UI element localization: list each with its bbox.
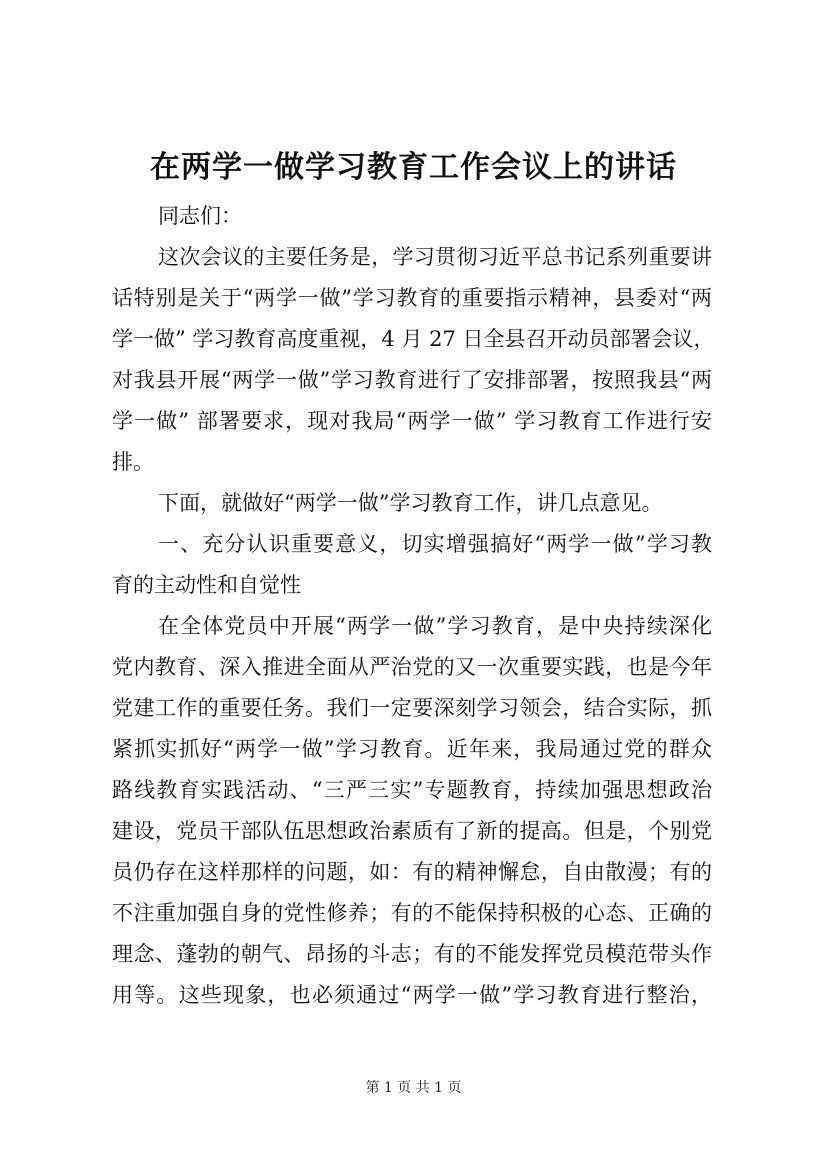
text-line: 话特别是关于“两学一做”学习教育的重要指示精神，县委对“两 [112,286,712,310]
text-line: 学一做” 部署要求，现对我局“两学一做” 学习教育工作进行安 [112,409,712,433]
text-line: 用等。这些现象，也必须通过“两学一做”学习教育进行整治， [112,983,712,1007]
text-line: 党建工作的重要任务。我们一定要深刻学习领会，结合实际，抓 [112,696,712,720]
text-line: 在全体党员中开展“两学一做”学习教育，是中央持续深化 [158,614,712,638]
text-line: 学一做” 学习教育高度重视，4 月 27 日全县召开动员部署会议， [112,327,715,351]
text-line: 育的主动性和自觉性 [112,573,301,597]
text-line: 一、充分认识重要意义，切实增强搞好“两学一做”学习教 [158,532,712,556]
document-body [112,196,715,1016]
text-line: 员仍存在这样那样的问题，如：有的精神懈怠，自由散漫；有的 [112,860,712,884]
text-line: 建设，党员干部队伍思想政治素质有了新的提高。但是，个别党 [112,819,712,843]
text-line: 紧抓实抓好“两学一做”学习教育。近年来，我局通过党的群众 [112,737,712,761]
text-line: 理念、蓬勃的朝气、昂扬的斗志；有的不能发挥党员模范带头作 [112,942,712,966]
text-line: 对我县开展“两学一做”学习教育进行了安排部署，按照我县“两 [112,368,712,392]
text-line: 排。 [112,450,154,474]
text-line: 路线教育实践活动、“三严三实”专题教育，持续加强思想政治 [112,778,712,802]
text-line: 党内教育、深入推进全面从严治党的又一次重要实践，也是今年 [112,655,712,679]
text-line: 同志们： [158,204,242,228]
page-footer: 第 1 页 共 1 页 [365,1080,462,1096]
text-line: 这次会议的主要任务是，学习贯彻习近平总书记系列重要讲 [158,245,712,269]
document-title: 在两学一做学习教育工作会议上的讲话 [150,150,677,185]
text-line: 不注重加强自身的党性修养；有的不能保持积极的心态、正确的 [112,901,712,925]
text-line: 下面，就做好“两学一做”学习教育工作，讲几点意见。 [158,491,663,515]
